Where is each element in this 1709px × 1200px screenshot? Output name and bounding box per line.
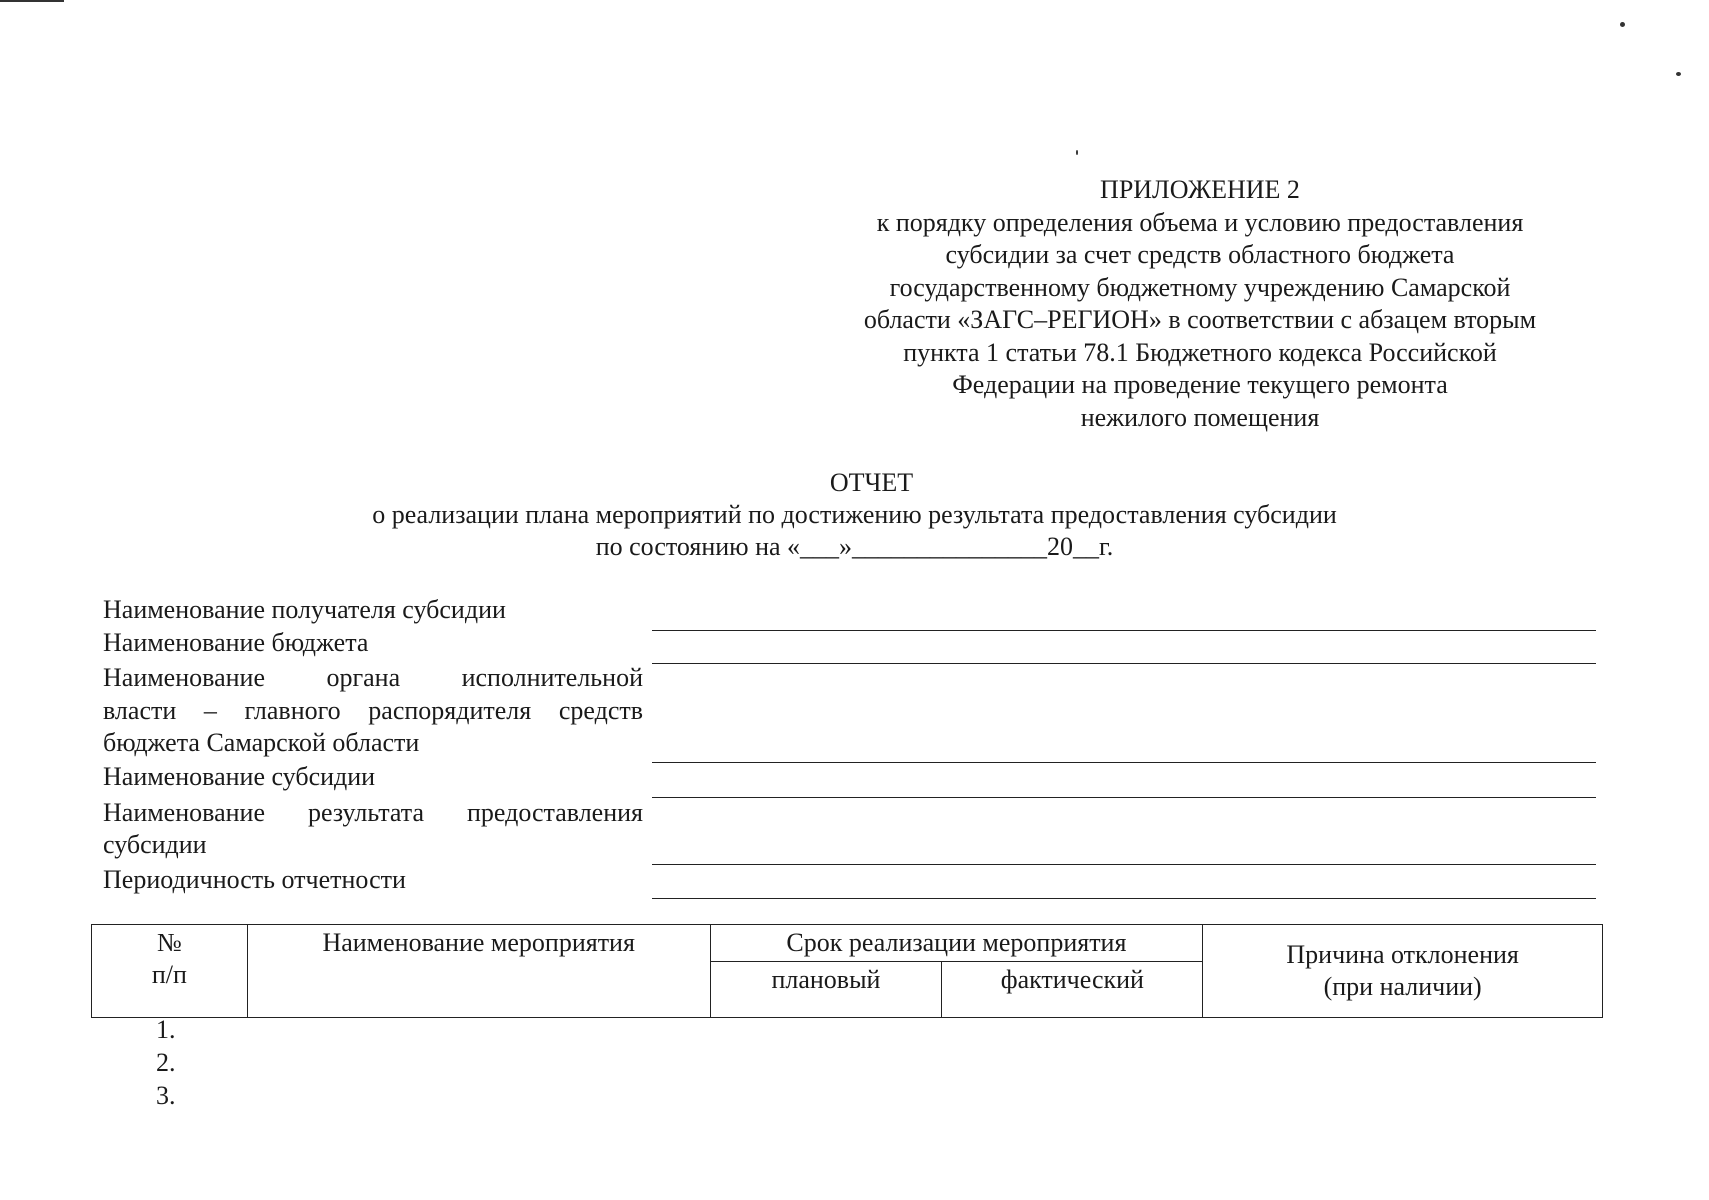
field-label-subsidy: Наименование субсидии [103,762,376,791]
field-label-budget: Наименование бюджета [103,628,369,657]
appendix-line: области «ЗАГС–РЕГИОН» в соответствии с абзацем вторым [863,305,1537,334]
scan-speck [1076,150,1078,155]
appendix-line: Федерации на проведение текущего ремонта [952,370,1448,399]
col-header-reason [1203,925,1603,1018]
field-line-subsidy[interactable] [652,797,1596,798]
col-header-actual: фактический [942,962,1203,1018]
col-header-number [92,925,248,1018]
appendix-line: субсидии за счет средств областного бюджета [945,240,1455,269]
col-header-number-line1: № [157,928,182,957]
list-item: 1. [156,1015,176,1044]
field-label-result-2: субсидии [103,830,207,859]
field-label-authority-3: бюджета Самарской области [103,728,420,757]
plan-table [91,924,1603,1018]
scan-speck [1676,72,1681,76]
appendix-line: к порядку определения объема и условию предоставления [876,207,1524,237]
appendix-heading: ПРИЛОЖЕНИЕ 2 [1100,175,1300,204]
appendix-line: нежилого помещения [1080,402,1320,432]
col-header-planned: плановый [710,962,942,1018]
field-label-periodicity: Периодичность отчетности [103,865,406,894]
col-header-reason-line1: Причина отклонения [1286,940,1519,969]
field-line-budget[interactable] [652,663,1596,664]
field-label-recipient: Наименование получателя субсидии [103,595,506,624]
field-line-recipient[interactable] [652,630,1596,631]
report-date-line: по состоянию на «___»_______________20__г. [595,532,1114,561]
field-label-result-1: Наименование результата предоставления [103,798,643,827]
appendix-block [800,174,1600,434]
report-title-block [0,467,1709,563]
list-item: 2. [156,1048,176,1077]
col-header-number-line2: п/п [151,960,187,989]
appendix-line: государственному бюджетному учреждению Самарской [889,272,1511,302]
field-line-periodicity[interactable] [652,898,1596,899]
appendix-line: пункта 1 статьи 78.1 Бюджетного кодекса Российской [903,337,1497,367]
field-label-authority-1: Наименование органа исполнительной [103,663,643,692]
col-header-reason-line2: (при наличии) [1323,972,1482,1001]
field-line-authority[interactable] [652,762,1596,763]
col-header-term: Срок реализации мероприятия [710,925,1203,962]
col-header-event: Наименование мероприятия [247,925,710,1018]
field-line-result[interactable] [652,864,1596,865]
report-title: ОТЧЕТ [829,468,914,497]
field-label-authority-2: власти – главного распорядителя средств [103,696,643,725]
list-item: 3. [156,1081,176,1110]
scan-speck [1620,22,1625,27]
report-subtitle: о реализации плана мероприятий по достижению результата предоставления субсидии [372,500,1337,529]
scan-speck [0,0,64,2]
